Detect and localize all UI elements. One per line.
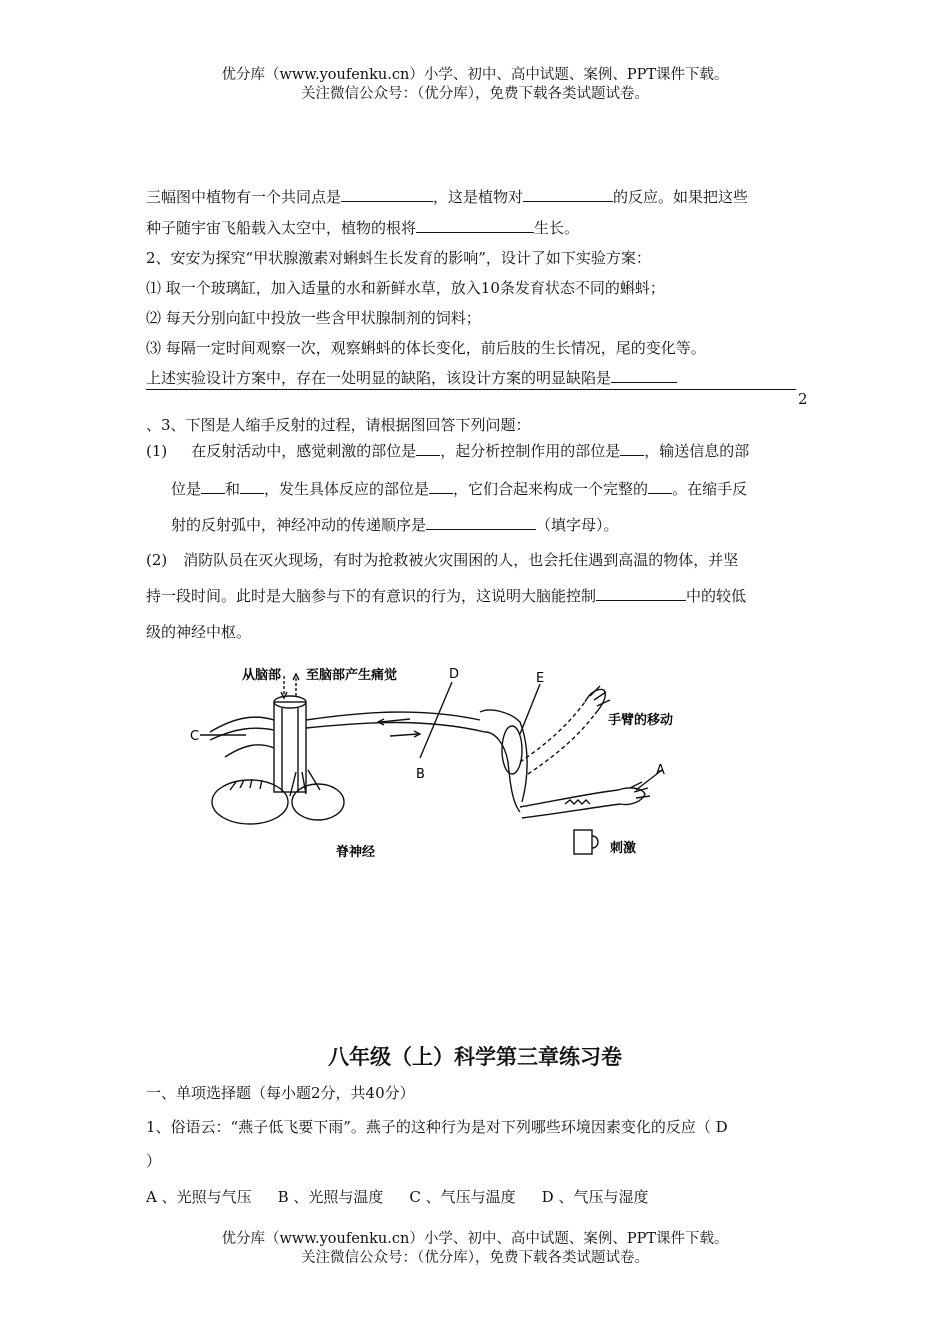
q3-blank-transmit-1[interactable]: [201, 479, 225, 494]
q3-part1-number: (1): [146, 442, 168, 460]
q3-part2-text-b: 持一段时间。此时是大脑参与下的有意识的行为，这说明大脑能控制: [146, 587, 597, 605]
q3-part1-text-i: 射的反射弧中，神经冲动的传递顺序是: [171, 516, 427, 534]
raised-hand: [585, 690, 605, 715]
q1-text-a: 三幅图中植物有一个共同点是: [146, 188, 342, 206]
q1-text-e: 生长。: [534, 219, 580, 237]
q3-blank-transmit-2[interactable]: [240, 479, 264, 494]
label-d: D: [449, 667, 460, 682]
q2-intro: 2、安安为探究“甲状腺激素对蝌蚪生长发育的影响”，设计了如下实验方案：: [146, 249, 651, 267]
label-b: B: [416, 767, 425, 782]
label-a: A: [656, 763, 665, 778]
q3-blank-whole[interactable]: [648, 479, 672, 494]
q3-part2-line2: [146, 585, 746, 606]
q3-part1-text-b: ，起分析控制作用的部位是: [440, 442, 621, 460]
q3-part2-text-a: 消防队员在灭火现场，有时为抢救被火灾围困的人，也会托住遇到高温的物体，并坚: [183, 551, 739, 569]
q2-ask-text: 上述实验设计方案中，存在一处明显的缺陷，该设计方案的明显缺陷是: [146, 369, 612, 387]
q1-line-2: [146, 217, 579, 238]
option-a[interactable]: A 、光照与气压: [146, 1188, 252, 1206]
label-from-brain: 从脑部: [242, 668, 282, 683]
q3-part2-text-c: 中的较低: [686, 587, 747, 605]
q2-step-1: ⑴ 取一个玻璃缸，加入适量的水和新鲜水草，放入10条发育状态不同的蝌蚪；: [146, 279, 665, 297]
upper-arm: [480, 710, 527, 802]
q3-part1-text-g: ，它们合起来构成一个完整的: [453, 480, 649, 498]
footer-line-2: 关注微信公众号：（优分库），免费下载各类试题试卷。: [301, 1250, 649, 1266]
q2-answer-line[interactable]: [146, 389, 796, 390]
q2-blank-start[interactable]: [611, 368, 677, 383]
q3-part1-line3: [171, 514, 619, 535]
option-b[interactable]: B 、光照与温度: [277, 1188, 384, 1206]
sensory-nerve-fiber: [306, 712, 480, 720]
page-header: [0, 66, 950, 104]
q3-part1-text-e: 和: [225, 480, 241, 498]
q3-part1-text-f: ，发生具体反应的部位是: [264, 480, 430, 498]
footer-line-1: 优分库（www.youfenku.cn）小学、初中、高中试题、案例、PPT课件下载。: [221, 1231, 729, 1247]
q3-part2-line1: [146, 549, 738, 570]
mc-q1-options: [146, 1186, 648, 1207]
q1-text-d: 种子随宇宙飞船载入太空中，植物的根将: [146, 219, 417, 237]
q1-blank-1[interactable]: [341, 187, 433, 202]
label-stimulus: 刺激: [610, 841, 637, 856]
q3-part1-text-a: 在反射活动中，感觉刺激的部位是: [191, 442, 417, 460]
label-c: C: [190, 729, 200, 744]
hot-cup: [574, 830, 592, 854]
spinal-cord-shape: [274, 702, 306, 792]
q1-text-b: ，这是植物对: [433, 188, 524, 206]
q2-step-3: ⑶ 每隔一定时间观察一次，观察蝌蚪的体长变化，前后肢的生长情况，尾的变化等。: [146, 339, 706, 357]
option-d[interactable]: D 、气压与湿度: [541, 1188, 649, 1206]
q3-blank-effector[interactable]: [429, 479, 453, 494]
header-line-2: 关注微信公众号：（优分库），免费下载各类试题试卷。: [301, 86, 649, 102]
q3-part1-text-c: ，输送信息的部: [644, 442, 750, 460]
label-arm-movement: 手臂的移动: [608, 713, 674, 728]
q3-part1-line1: [146, 440, 749, 461]
mc-q1-text: 1、俗语云：“燕子低飞要下雨”。燕子的这种行为是对下列哪些环境因素变化的反应（ D: [146, 1118, 728, 1136]
q1-blank-2[interactable]: [523, 187, 613, 202]
page-footer: [0, 1230, 950, 1268]
q3-part1-line2: [171, 478, 747, 499]
q3-part1-text-d: 位是: [171, 480, 202, 498]
vertebra-right: [292, 784, 344, 820]
q3-blank-order[interactable]: [426, 515, 536, 530]
header-line-1: 优分库（www.youfenku.cn）小学、初中、高中试题、案例、PPT课件下载。: [221, 67, 729, 83]
q3-blank-stimulus[interactable]: [416, 441, 440, 456]
q1-line-1: [146, 186, 748, 207]
label-to-brain: 至脑部产生痛觉: [306, 668, 398, 683]
page-number: 2: [798, 390, 808, 408]
q3-part2-line3: 级的神经中枢。: [146, 623, 252, 641]
section-heading: 一、单项选择题（每小题2分，共40分）: [146, 1084, 415, 1102]
label-spinal-nerve: 脊神经: [336, 845, 376, 860]
q2-step-2: ⑵ 每天分别向缸中投放一些含甲状腺制剂的饲料；: [146, 309, 481, 327]
label-e: E: [536, 671, 545, 686]
q3-part1-text-h: 。在缩手反: [672, 480, 748, 498]
motor-nerve-fiber: [306, 723, 485, 733]
section-title: 八年级（上）科学第三章练习卷: [328, 1044, 622, 1069]
label-e-pointer: [520, 684, 540, 734]
q2-question: [146, 367, 677, 388]
q3-intro: 、3、下图是人缩手反射的过程，请根据图回答下列问题：: [146, 416, 531, 434]
skin-receptor: [565, 800, 590, 804]
option-c[interactable]: C 、气压与温度: [409, 1188, 516, 1206]
lowered-forearm: [520, 790, 618, 807]
reflex-arc-figure: [190, 662, 674, 862]
q1-blank-3[interactable]: [416, 218, 534, 233]
q3-part2-number: (2): [146, 551, 168, 569]
q3-part1-text-j: （填字母）。: [536, 516, 619, 534]
q1-text-c: 的反应。如果把这些: [613, 188, 749, 206]
q3-blank-brain[interactable]: [596, 586, 686, 601]
q3-blank-control[interactable]: [620, 441, 644, 456]
mc-q1-close: ）: [146, 1152, 162, 1170]
label-d-pointer: [420, 682, 452, 758]
